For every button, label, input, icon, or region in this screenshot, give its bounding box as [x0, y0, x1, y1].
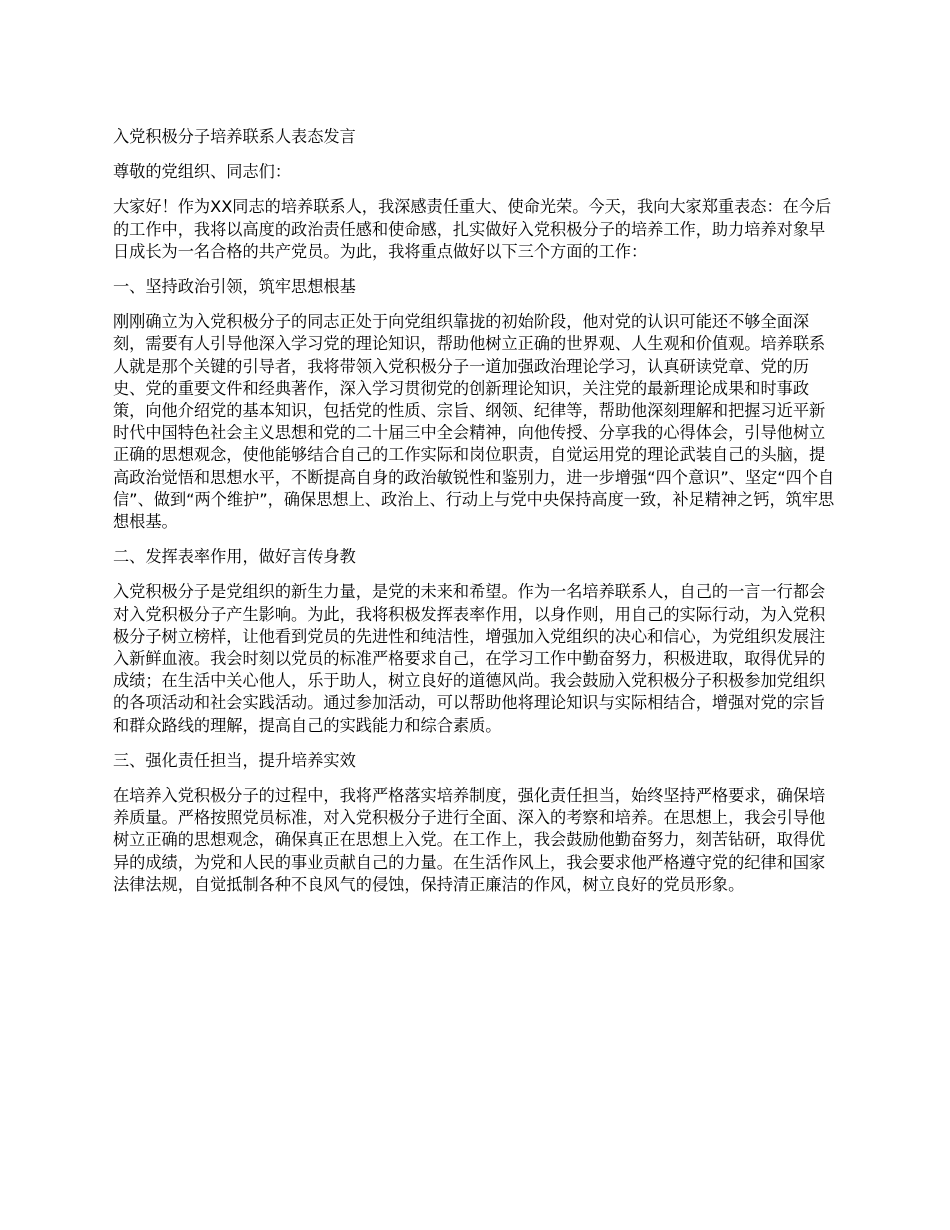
section-heading: 二、发挥表率作用，做好言传身教	[113, 547, 356, 567]
salutation: 尊敬的党组织、同志们：	[113, 162, 292, 182]
section-paragraph: 在培养入党积极分子的过程中，我将严格落实培养制度，强化责任担当，始终坚持严格要求，确保培养质量。严格按照党员标准，对入党积极分子进行全面、深入的考察和培养。在思想上，我会引导他树立正确的思想观念，确保真正在思想上入党。在工作上，我会鼓励他勤奋努力，刻苦钻研，取得优异的成绩，为党和人民的事业贡献自己的力量。在生活作风上，我会要求他严格遵守党的纪律和国家法律法规，自觉抵制各种不良风气的侵蚀，保持清正廉洁的作风，树立良好的党员形象。	[113, 786, 826, 894]
section-heading: 三、强化责任担当，提升培养实效	[113, 750, 356, 770]
section-heading: 一、坚持政治引领，筑牢思想根基	[113, 277, 356, 297]
document-page	[113, 126, 841, 909]
section-paragraph: 入党积极分子是党组织的新生力量，是党的未来和希望。作为一名培养联系人，自己的一言一行都会对入党积极分子产生影响。为此，我将积极发挥表率作用，以身作则，用自己的实际行动，为入党积极分子树立榜样，让他看到党员的先进性和纯洁性，增强加入党组织的决心和信心，为党组织发展注入新鲜血液。我会时刻以党员的标准严格要求自己，在学习工作中勤奋努力，积极进取，取得优异的成绩；在生活中关心他人，乐于助人，树立良好的道德风尚。我会鼓励入党积极分子积极参加党组织的各项活动和社会实践活动。通过参加活动，可以帮助他将理论知识与实际相结合，增强对党的宗旨和群众路线的理解，提高自己的实践能力和综合素质。	[113, 582, 826, 735]
document-title: 入党积极分子培养联系人表态发言	[113, 127, 356, 146]
intro-paragraph: 大家好！作为XX同志的培养联系人，我深感责任重大、使命光荣。今天，我向大家郑重表态：在今后的工作中，我将以高度的政治责任感和使命感，扎实做好入党积极分子的培养工作，助力培养对象早日成长为一名合格的共产党员。为此，我将重点做好以下三个方面的工作：	[113, 197, 832, 261]
section-paragraph: 刚刚确立为入党积极分子的同志正处于向党组织靠拢的初始阶段，他对党的认识可能还不够全面深刻，需要有人引导他深入学习党的理论知识，帮助他树立正确的世界观、人生观和价值观。培养联系人就是那个关键的引导者，我将带领入党积极分子一道加强政治理论学习，认真研读党章、党的历史、党的重要文件和经典著作，深入学习贯彻党的创新理论知识，关注党的最新理论成果和时事政策，向他介绍党的基本知识，包括党的性质、宗旨、纲领、纪律等，帮助他深刻理解和把握习近平新时代中国特色社会主义思想和党的二十届三中全会精神，向他传授、分享我的心得体会，引导他树立正确的思想观念，使他能够结合自己的工作实际和岗位职责，自觉运用党的理论武装自己的头脑，提高政治觉悟和思想水平，不断提高自身的政治敏锐性和鉴别力，进一步增强“四个意识”、坚定“四个自信”、做到“两个维护”，确保思想上、政治上、行动上与党中央保持高度一致，补足精神之钙，筑牢思想根基。	[113, 312, 835, 532]
